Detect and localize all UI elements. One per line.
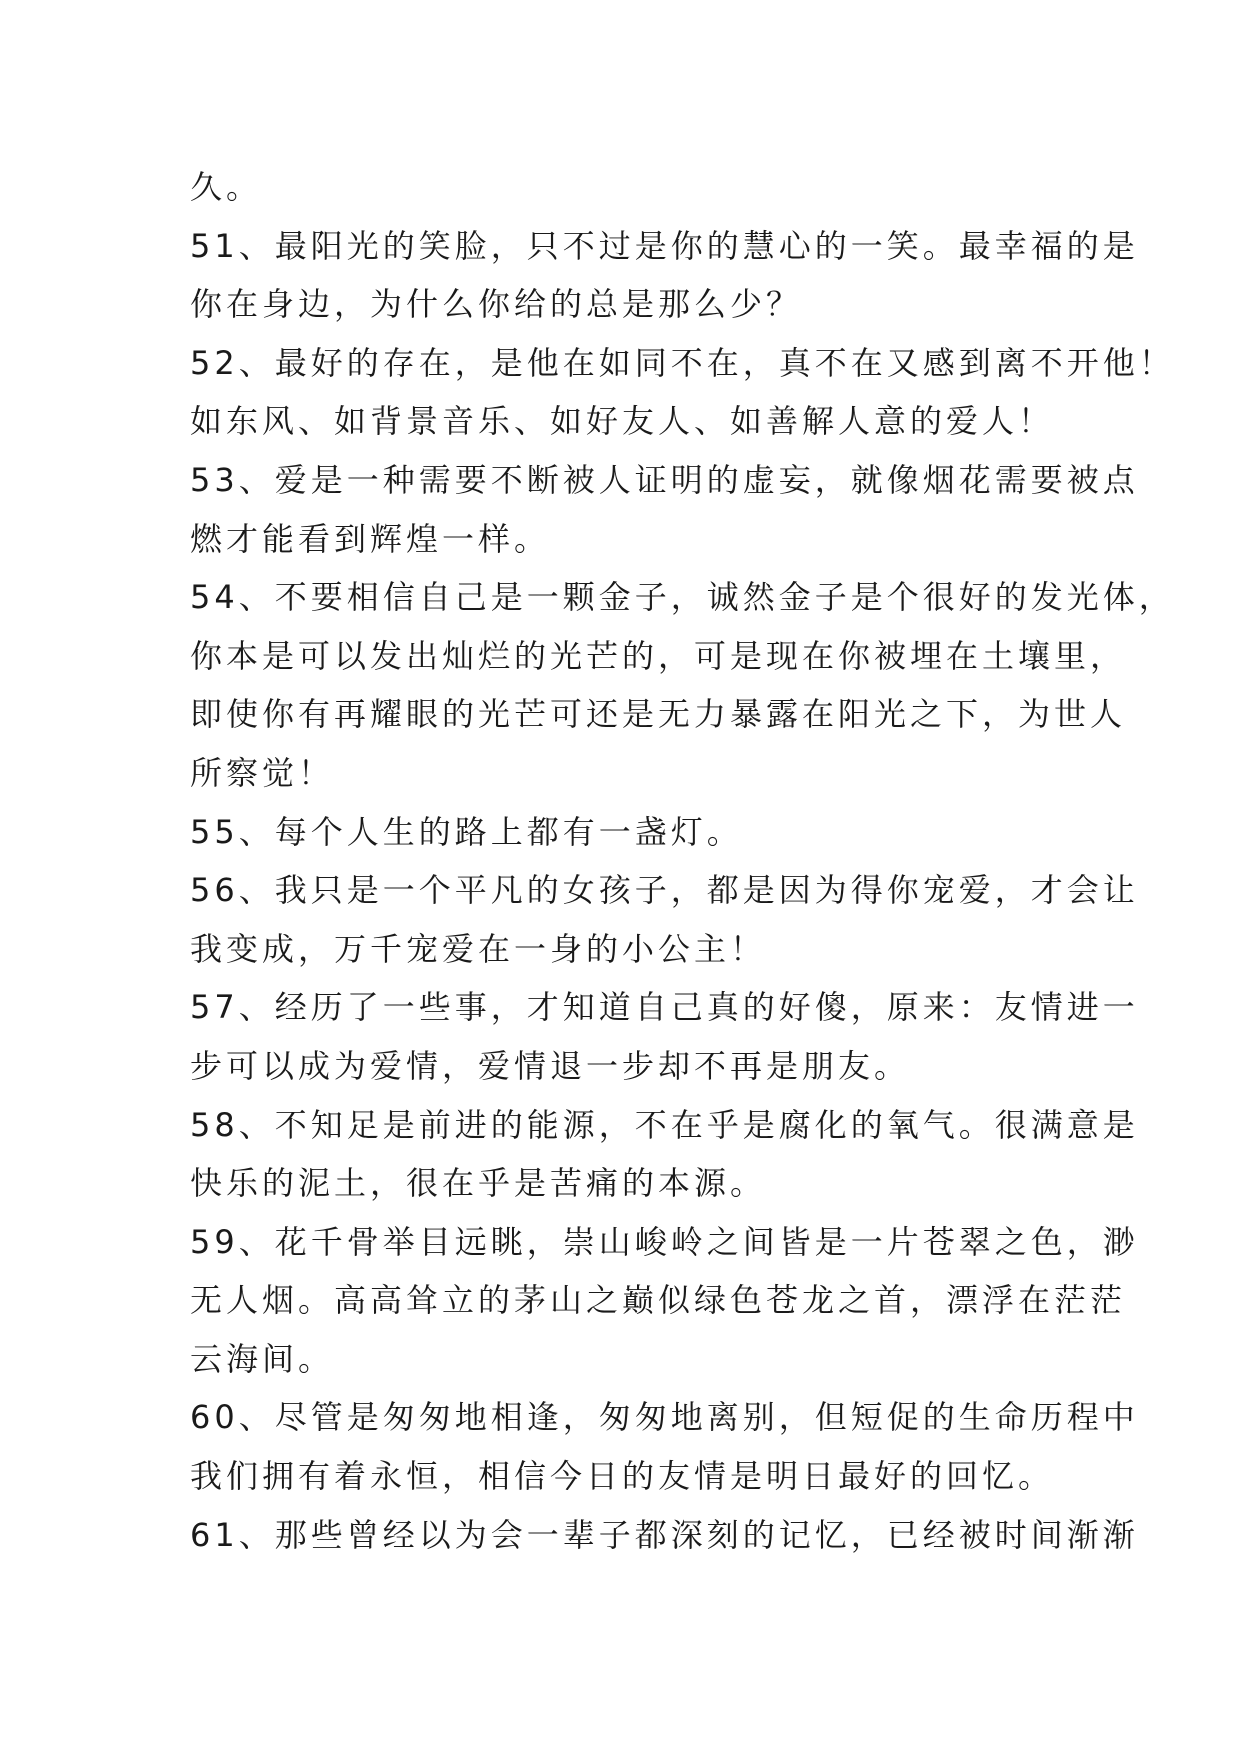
text-line: 57、经历了一些事，才知道自己真的好傻，原来：友情进一 [190,988,1139,1027]
text-line: 59、花千骨举目远眺，崇山峻岭之间皆是一片苍翠之色，渺 [190,1222,1139,1261]
text-line: 51、最阳光的笑脸，只不过是你的慧心的一笑。最幸福的是 [190,226,1139,265]
text-line: 58、不知足是前进的能源，不在乎是腐化的氧气。很满意是 [190,1105,1139,1144]
text-line: 如东风、如背景音乐、如好友人、如善解人意的爱人！ [190,402,1055,441]
text-line: 55、每个人生的路上都有一盏灯。 [190,812,743,851]
text-line: 54、不要相信自己是一颗金子，诚然金子是个很好的发光体， [190,578,1175,617]
text-line: 60、尽管是匆匆地相逢，匆匆地离别，但短促的生命历程中 [190,1398,1139,1437]
text-line: 无人烟。高高耸立的茅山之巅似绿色苍龙之首，漂浮在茫茫 [190,1281,1127,1320]
text-line: 我们拥有着永恒，相信今日的友情是明日最好的回忆。 [190,1457,1055,1496]
text-line: 所察觉！ [190,753,335,792]
text-line: 61、那些曾经以为会一辈子都深刻的记忆，已经被时间渐渐 [190,1515,1139,1554]
text-line: 53、爱是一种需要不断被人证明的虚妄，就像烟花需要被点 [190,460,1139,499]
document-body [190,158,1175,1564]
text-line: 你在身边，为什么你给的总是那么少？ [190,285,803,324]
text-line: 你本是可以发出灿烂的光芒的，可是现在你被埋在土壤里， [190,636,1127,675]
text-line: 云海间。 [190,1339,335,1378]
text-line: 快乐的泥土，很在乎是苦痛的本源。 [190,1164,767,1203]
text-line: 我变成，万千宠爱在一身的小公主！ [190,929,767,968]
text-line: 燃才能看到辉煌一样。 [190,519,551,558]
text-line: 步可以成为爱情，爱情退一步却不再是朋友。 [190,1046,911,1085]
text-line: 56、我只是一个平凡的女孩子，都是因为得你宠爱，才会让 [190,871,1139,910]
text-line: 久。 [190,168,263,206]
text-line: 即使你有再耀眼的光芒可还是无力暴露在阳光之下，为世人 [190,695,1127,734]
text-line: 52、最好的存在，是他在如同不在，真不在又感到离不开他！ [190,343,1175,382]
